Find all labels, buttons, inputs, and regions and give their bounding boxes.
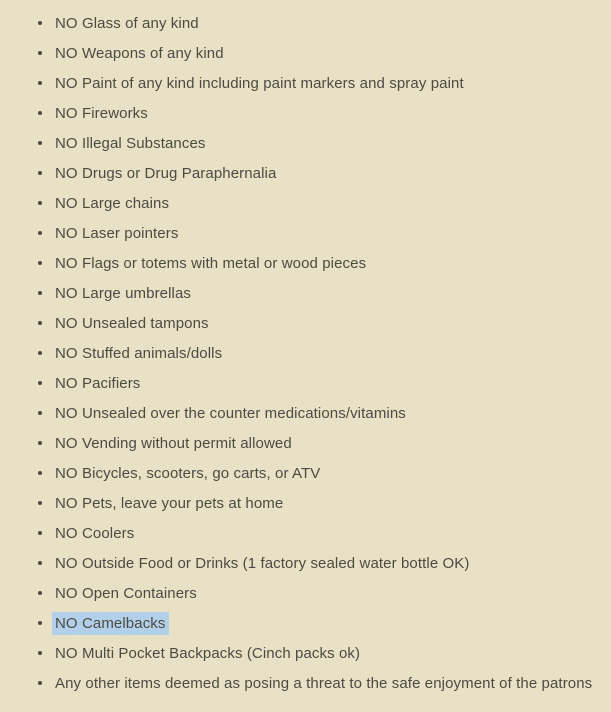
bullet-icon	[38, 381, 42, 385]
bullet-icon	[38, 651, 42, 655]
list-item	[0, 68, 611, 98]
bullet-icon	[38, 21, 42, 25]
list-item	[0, 458, 611, 488]
list-item	[0, 368, 611, 398]
bullet-icon	[38, 351, 42, 355]
list-item	[0, 338, 611, 368]
list-item	[0, 398, 611, 428]
list-item	[0, 638, 611, 668]
list-item	[0, 98, 611, 128]
bullet-icon	[38, 591, 42, 595]
list-item	[0, 608, 611, 638]
list-item-text: NO Pets, leave your pets at home	[55, 494, 284, 512]
bullet-icon	[38, 441, 42, 445]
list-item-text: NO Vending without permit allowed	[55, 434, 292, 452]
list-item	[0, 218, 611, 248]
bullet-icon	[38, 561, 42, 565]
bullet-icon	[38, 321, 42, 325]
list-item	[0, 518, 611, 548]
bullet-icon	[38, 141, 42, 145]
list-item	[0, 248, 611, 278]
list-item-text: NO Pacifiers	[55, 374, 141, 392]
list-item	[0, 38, 611, 68]
bullet-icon	[38, 171, 42, 175]
list-item	[0, 128, 611, 158]
bullet-icon	[38, 51, 42, 55]
list-item-text: NO Drugs or Drug Paraphernalia	[55, 164, 277, 182]
list-item	[0, 278, 611, 308]
list-item-text: NO Paint of any kind including paint markers and spray paint	[55, 74, 464, 92]
list-item-text: NO Illegal Substances	[55, 134, 206, 152]
list-item-text: NO Large umbrellas	[55, 284, 192, 302]
list-item-text: NO Bicycles, scooters, go carts, or ATV	[55, 464, 321, 482]
list-item-text: Any other items deemed as posing a threat to the safe enjoyment of the patrons	[55, 674, 593, 692]
list-item-text: NO Large chains	[55, 194, 170, 212]
bullet-icon	[38, 81, 42, 85]
list-item	[0, 578, 611, 608]
list-item-text: NO Unsealed tampons	[55, 314, 209, 332]
list-item	[0, 188, 611, 218]
bullet-icon	[38, 501, 42, 505]
bullet-icon	[38, 411, 42, 415]
list-item-text: NO Outside Food or Drinks (1 factory sealed water bottle OK)	[55, 554, 470, 572]
bullet-icon	[38, 261, 42, 265]
list-item	[0, 428, 611, 458]
bullet-icon	[38, 111, 42, 115]
bullet-icon	[38, 291, 42, 295]
list-item	[0, 488, 611, 518]
bullet-icon	[38, 531, 42, 535]
list-item-text: NO Flags or totems with metal or wood pieces	[55, 254, 367, 272]
list-item-text: NO Glass of any kind	[55, 14, 199, 32]
list-item-text: NO Laser pointers	[55, 224, 179, 242]
list-item	[0, 548, 611, 578]
bullet-icon	[38, 231, 42, 235]
list-item	[0, 308, 611, 338]
list-item-text-selected[interactable]: NO Camelbacks	[52, 612, 169, 635]
list-item-text: NO Multi Pocket Backpacks (Cinch packs ok)	[55, 644, 361, 662]
list-item-text: NO Fireworks	[55, 104, 148, 122]
list-item-text: NO Weapons of any kind	[55, 44, 224, 62]
list-item-text: NO Coolers	[55, 524, 135, 542]
bullet-icon	[38, 621, 42, 625]
list-item-text: NO Unsealed over the counter medications/vitamins	[55, 404, 406, 422]
list-item	[0, 158, 611, 188]
list-item	[0, 668, 611, 698]
bullet-icon	[38, 681, 42, 685]
list-item	[0, 8, 611, 38]
list-item-text: NO Open Containers	[55, 584, 197, 602]
bullet-icon	[38, 471, 42, 475]
bullet-icon	[38, 201, 42, 205]
list-item-text: NO Stuffed animals/dolls	[55, 344, 223, 362]
